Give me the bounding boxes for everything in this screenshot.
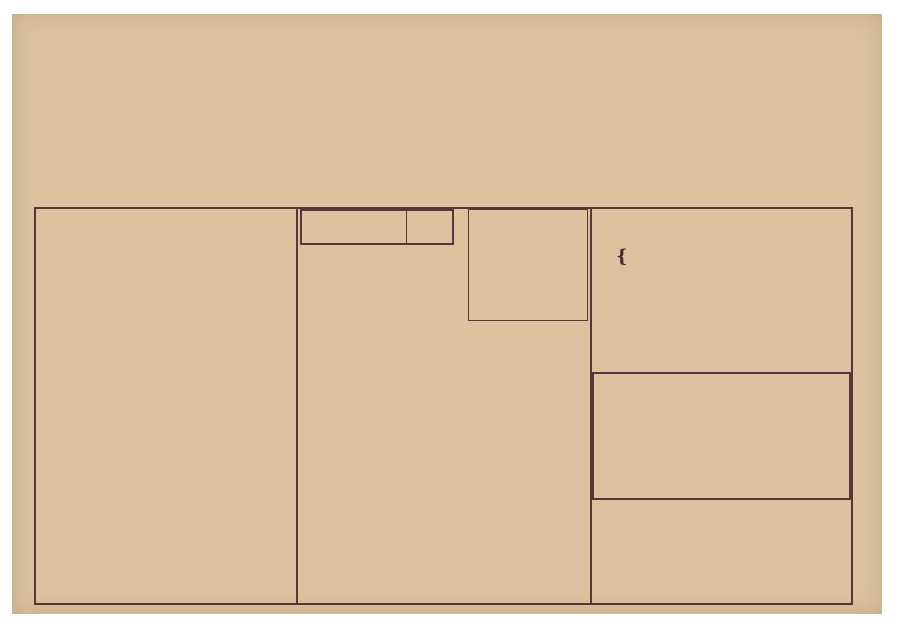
coupon-grid — [34, 207, 298, 605]
stamp-area — [468, 209, 588, 321]
brace-icon: { — [616, 246, 628, 267]
issue-box — [300, 209, 454, 245]
customer-cells — [592, 372, 851, 500]
